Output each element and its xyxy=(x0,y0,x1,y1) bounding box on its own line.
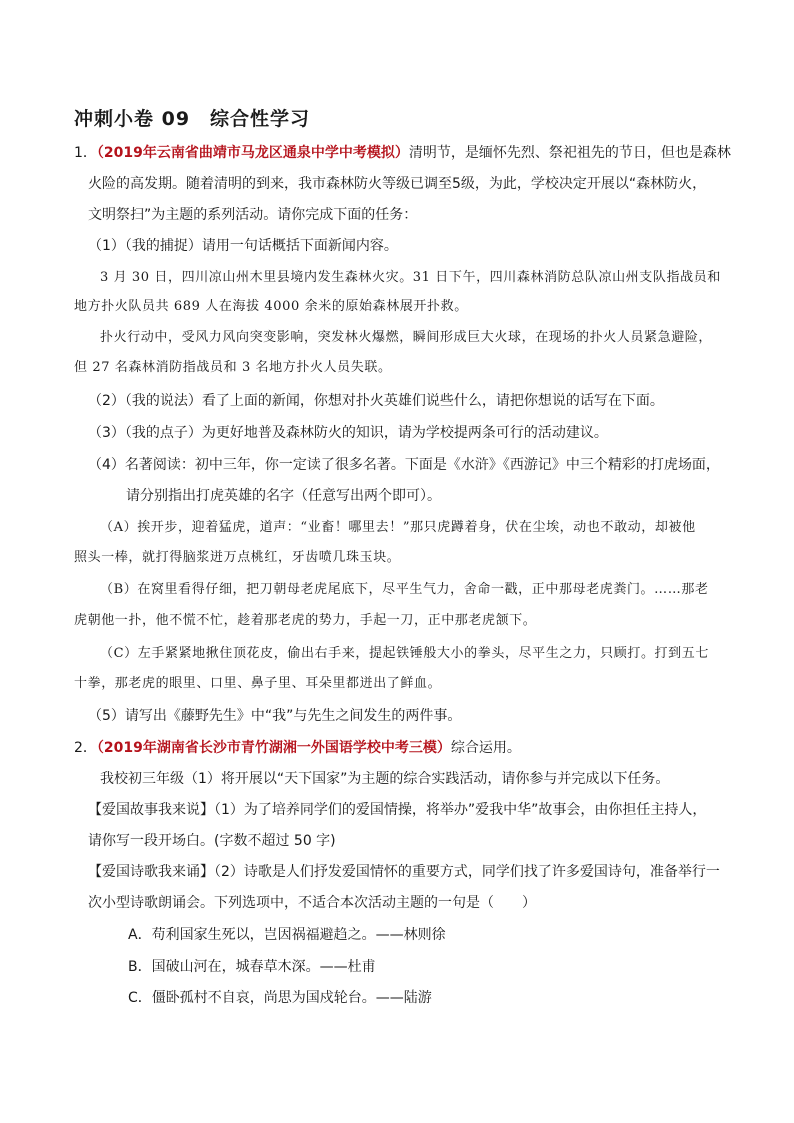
q2-source: （2019年湖南省长沙市青竹湖湘一外国语学校中考三模） xyxy=(96,740,451,756)
q2-description: 我校初三年级（1）将开展以“天下国家”为主题的综合实践活动，请你参与并完成以下任务。 xyxy=(100,771,670,787)
q2-first-line xyxy=(74,738,521,758)
q1-sub5: （5）请写出《藤野先生》中“我”与先生之间发生的两件事。 xyxy=(88,708,462,724)
q2-sub1-1: 【爱国故事我来说】（1）为了培养同学们的爱国情操，将举办”爱我中华”故事会，由你担任主持人， xyxy=(88,802,707,818)
q2-number: 2． xyxy=(74,740,97,756)
q1-excerpt-a-1: （A）挨开步，迎着猛虎，道声：“业畜！哪里去！”那只虎蹲着身，伏在尘埃，动也不敢动，却被他 xyxy=(100,520,696,535)
q1-first-line xyxy=(74,143,731,163)
q2-sub2-1: 【爱国诗歌我来诵】（2）诗歌是人们抒发爱国情怀的重要方式，同学们找了许多爱国诗句，准备举行一 xyxy=(88,864,720,880)
q1-sub2: （2）（我的说法）看了上面的新闻，你想对扑火英雄们说些什么，请把你想说的话写在下面。 xyxy=(88,393,664,409)
q2-sub1-2: 请你写一段开场白。(字数不超过 50 字) xyxy=(88,833,336,849)
q2-sub2-2: 次小型诗歌朗诵会。下列选项中，不适合本次活动主题的一句是（ ） xyxy=(88,895,536,911)
q1-sub4-2: 请分别指出打虎英雄的名字（任意写出两个即可）。 xyxy=(126,488,441,504)
q1-sub3: （3）（我的点子）为更好地普及森林防火的知识，请为学校提两条可行的活动建议。 xyxy=(88,425,608,441)
q1-excerpt-b-2: 虎朝他一扑，他不慌不忙，趁着那老虎的势力，手起一刀，正中那老虎颔下。 xyxy=(74,613,537,628)
q1-sub1: （1）（我的捕捉）请用一句话概括下面新闻内容。 xyxy=(88,238,398,254)
q2-option-a: A．苟利国家生死以，岂因祸福避趋之。——林则徐 xyxy=(128,927,446,943)
q1-number: 1． xyxy=(74,145,97,161)
q2-option-b: B．国破山河在，城春草木深。——杜甫 xyxy=(128,959,376,975)
q1-news-3: 扑火行动中，受风力风向突变影响，突发林火爆燃，瞬间形成巨大火球，在现场的扑火人员紧急避险， xyxy=(100,330,713,345)
q1-intro-3: 文明祭扫”为主题的系列活动。请你完成下面的任务： xyxy=(88,207,418,223)
q1-news-2: 地方扑火队员共 689 人在海拔 4000 余米的原始森林展开扑救。 xyxy=(74,299,468,314)
q1-news-1: 3 月 30 日，四川凉山州木里县境内发生森林火灾。31 日下午，四川森林消防总队凉山州支队指战员和 xyxy=(100,270,721,285)
q1-excerpt-a-2: 照头一棒，就打得脑浆迸万点桃红，牙齿喷几珠玉块。 xyxy=(74,550,401,565)
page-title: 冲刺小卷 09 综合性学习 xyxy=(74,108,311,130)
q2-option-c: C．僵卧孤村不自哀，尚思为国戍轮台。——陆游 xyxy=(128,990,432,1006)
q1-excerpt-b-1: （B）在窝里看得仔细，把刀朝母老虎尾底下，尽平生气力，舍命一戳，正中那母老虎粪门。……那老 xyxy=(100,582,709,597)
q1-sub4-1: （4）名著阅读：初中三年，你一定读了很多名著。下面是《水浒》《西游记》中三个精彩的打虎场面， xyxy=(88,457,720,473)
q1-excerpt-c-1: （C）左手紧紧地揪住顶花皮，偷出右手来，提起铁锤般大小的拳头，尽平生之力，只顾打。打到五七 xyxy=(100,646,709,661)
q1-news-4: 但 27 名森林消防指战员和 3 名地方扑火人员失联。 xyxy=(74,360,392,375)
q1-excerpt-c-2: 十拳，那老虎的眼里、口里、鼻子里、耳朵里都迸出了鲜血。 xyxy=(74,676,442,691)
q1-source: （2019年云南省曲靖市马龙区通泉中学中考模拟） xyxy=(96,145,409,161)
q1-intro-1: 清明节，是缅怀先烈、祭祀祖先的节日，但也是森林 xyxy=(408,145,731,161)
q2-intro: 综合运用。 xyxy=(450,740,521,756)
q1-intro-2: 火险的高发期。随着清明的到来，我市森林防火等级已调至5级，为此，学校决定开展以“森林防火， xyxy=(88,176,707,192)
